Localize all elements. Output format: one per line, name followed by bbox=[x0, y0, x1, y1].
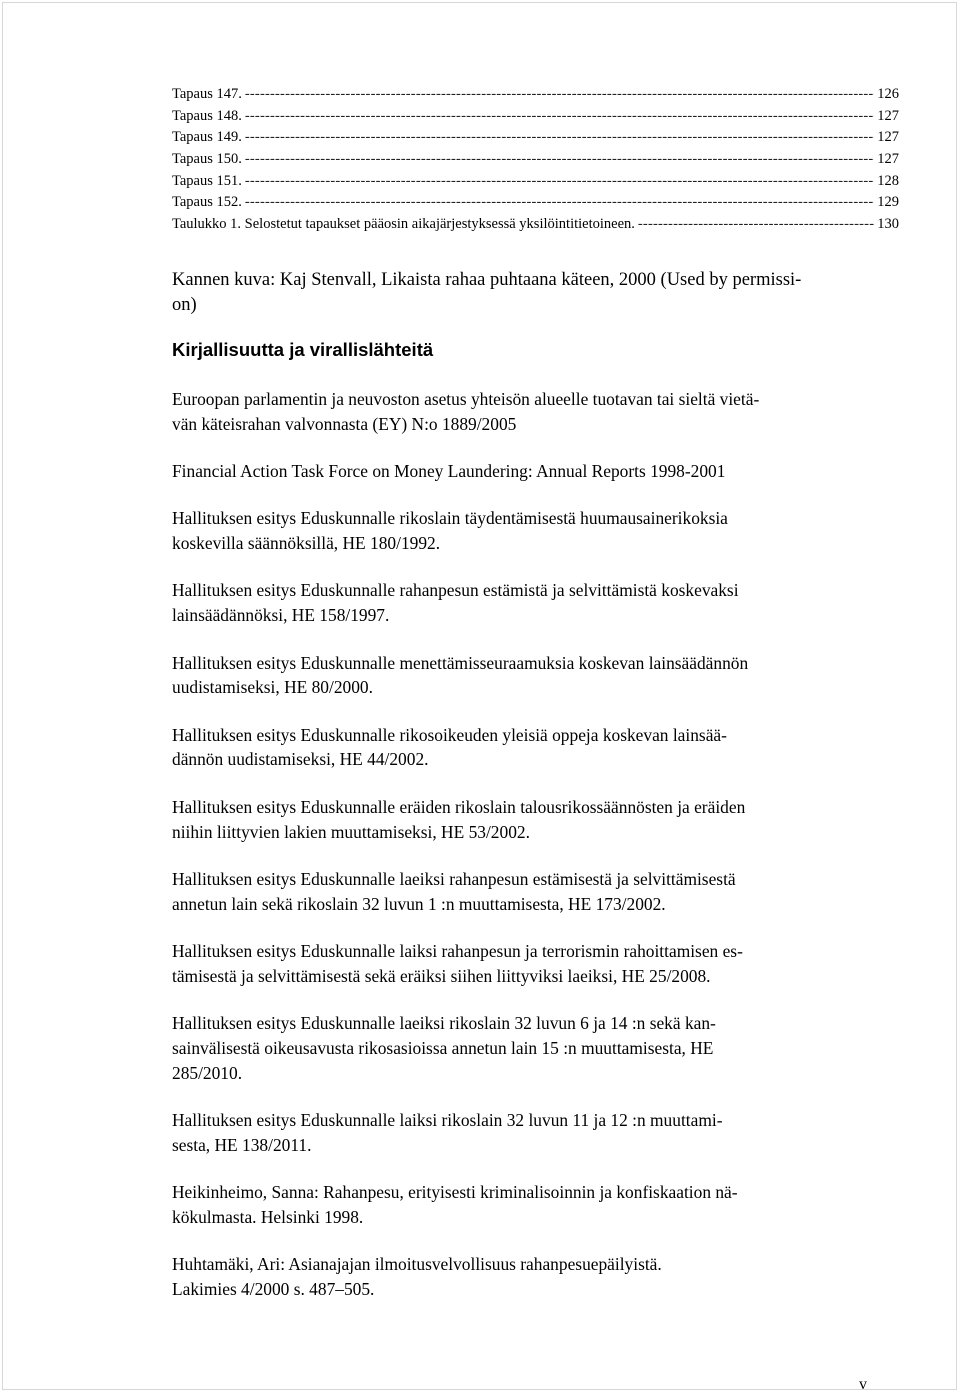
toc-entry-page: 130 bbox=[877, 216, 899, 233]
reference-line: Hallituksen esitys Eduskunnalle laiksi rikoslain 32 luvun 11 ja 12 :n muuttami- bbox=[172, 1109, 723, 1130]
reference-line: dännön uudistamiseksi, HE 44/2002. bbox=[172, 749, 429, 770]
reference-line: Hallituksen esitys Eduskunnalle menettämisseuraamuksia koskevan lainsäädännön bbox=[172, 652, 749, 673]
toc-entry-page: 127 bbox=[877, 151, 899, 168]
reference-line: tämisestä ja selvittämisestä sekä eräiksi siihen liittyviksi laeiksi, HE 25/2008. bbox=[172, 965, 711, 986]
toc-dot-leader bbox=[245, 84, 874, 106]
reference-line: Hallituksen esitys Eduskunnalle eräiden rikoslain talousrikossäännösten ja eräiden bbox=[172, 796, 746, 817]
toc-entry-page: 128 bbox=[877, 172, 899, 189]
reference-item bbox=[172, 1011, 866, 1085]
cover-credit bbox=[172, 268, 894, 318]
reference-item bbox=[172, 939, 866, 989]
table-of-contents bbox=[172, 84, 899, 236]
reference-item bbox=[172, 795, 866, 845]
toc-entry-page: 127 bbox=[877, 129, 899, 146]
reference-item bbox=[172, 578, 866, 628]
reference-line: Heikinheimo, Sanna: Rahanpesu, erityisesti kriminalisoinnin ja konfiskaation nä- bbox=[172, 1182, 738, 1203]
reference-item bbox=[172, 1108, 866, 1158]
reference-line: koskevilla säännöksillä, HE 180/1992. bbox=[172, 533, 441, 554]
reference-line: Hallituksen esitys Eduskunnalle laiksi rahanpesun ja terrorismin rahoittamisen es- bbox=[172, 940, 743, 961]
toc-entry-page: 127 bbox=[877, 107, 899, 124]
toc-entry-page: 126 bbox=[877, 86, 899, 102]
reference-line: Hallituksen esitys Eduskunnalle laeiksi rikoslain 32 luvun 6 ja 14 :n sekä kan- bbox=[172, 1013, 716, 1034]
toc-entry bbox=[172, 192, 899, 214]
reference-item bbox=[172, 506, 866, 556]
reference-item bbox=[172, 1180, 866, 1230]
reference-item bbox=[172, 1252, 866, 1302]
reference-line: sesta, HE 138/2011. bbox=[172, 1134, 312, 1155]
toc-entry-label: Tapaus 151. bbox=[172, 172, 242, 189]
reference-line: Lakimies 4/2000 s. 487–505. bbox=[172, 1278, 375, 1299]
toc-entry-label: Tapaus 149. bbox=[172, 129, 242, 146]
toc-entry bbox=[172, 84, 899, 106]
reference-line: Hallituksen esitys Eduskunnalle rahanpesun estämistä ja selvittämistä koskevaksi bbox=[172, 580, 739, 601]
reference-line: Hallituksen esitys Eduskunnalle laeiksi rahanpesun estämisestä ja selvittämisestä bbox=[172, 868, 736, 889]
reference-line: Financial Action Task Force on Money Laundering: Annual Reports 1998-2001 bbox=[172, 461, 726, 482]
reference-item bbox=[172, 651, 866, 701]
toc-entry-label: Taulukko 1. Selostetut tapaukset pääosin aikajärjestyksessä yksilöintitietoineen. bbox=[172, 216, 635, 233]
toc-entry bbox=[172, 149, 899, 171]
toc-dot-leader bbox=[245, 127, 874, 149]
toc-entry-page: 129 bbox=[877, 194, 899, 211]
toc-dot-leader bbox=[245, 192, 874, 214]
toc-entry bbox=[172, 171, 899, 193]
reference-line: Euroopan parlamentin ja neuvoston asetus yhteisön alueelle tuotavan tai sieltä vietä- bbox=[172, 389, 760, 409]
reference-line: kökulmasta. Helsinki 1998. bbox=[172, 1206, 364, 1227]
cover-credit-line: on) bbox=[172, 295, 197, 315]
reference-line: Hallituksen esitys Eduskunnalle rikoslain täydentämisestä huumausainerikoksia bbox=[172, 508, 728, 529]
toc-dot-leader bbox=[245, 149, 874, 171]
reference-line: sainvälisestä oikeusavusta rikosasioissa annetun lain 15 :n muuttamisesta, HE bbox=[172, 1037, 714, 1058]
toc-entry-label: Tapaus 147. bbox=[172, 86, 242, 102]
section-heading: Kirjallisuutta ja virallislähteitä bbox=[172, 339, 434, 360]
page-number: v bbox=[859, 1376, 867, 1393]
toc-entry-label: Tapaus 148. bbox=[172, 107, 242, 124]
toc-entry bbox=[172, 106, 899, 128]
toc-entry bbox=[172, 127, 899, 149]
reference-item bbox=[172, 723, 866, 773]
toc-entry bbox=[172, 214, 899, 236]
cover-credit-line: Kannen kuva: Kaj Stenvall, Likaista rahaa puhtaana käteen, 2000 (Used by permissi- bbox=[172, 270, 802, 290]
toc-dot-leader bbox=[245, 171, 874, 193]
reference-line: Hallituksen esitys Eduskunnalle rikosoikeuden yleisiä oppeja koskevan lainsää- bbox=[172, 724, 727, 745]
reference-item bbox=[172, 459, 866, 484]
reference-line: uudistamiseksi, HE 80/2000. bbox=[172, 677, 373, 698]
toc-dot-leader bbox=[638, 214, 874, 236]
reference-line: vän käteisrahan valvonnasta (EY) N:o 1889/2005 bbox=[172, 413, 517, 434]
toc-dot-leader bbox=[245, 106, 874, 128]
toc-entry-label: Tapaus 150. bbox=[172, 151, 242, 168]
reference-line: lainsäädännöksi, HE 158/1997. bbox=[172, 605, 390, 626]
reference-line: Huhtamäki, Ari: Asianajajan ilmoitusvelvollisuus rahanpesuepäilyistä. bbox=[172, 1254, 662, 1275]
reference-line: niihin liittyvien lakien muuttamiseksi, HE 53/2002. bbox=[172, 821, 530, 842]
reference-item bbox=[172, 867, 866, 917]
reference-line: annetun lain sekä rikoslain 32 luvun 1 :n muuttamisesta, HE 173/2002. bbox=[172, 893, 666, 914]
reference-list bbox=[172, 387, 866, 1324]
reference-line: 285/2010. bbox=[172, 1062, 243, 1083]
reference-item bbox=[172, 387, 866, 437]
toc-entry-label: Tapaus 152. bbox=[172, 194, 242, 211]
